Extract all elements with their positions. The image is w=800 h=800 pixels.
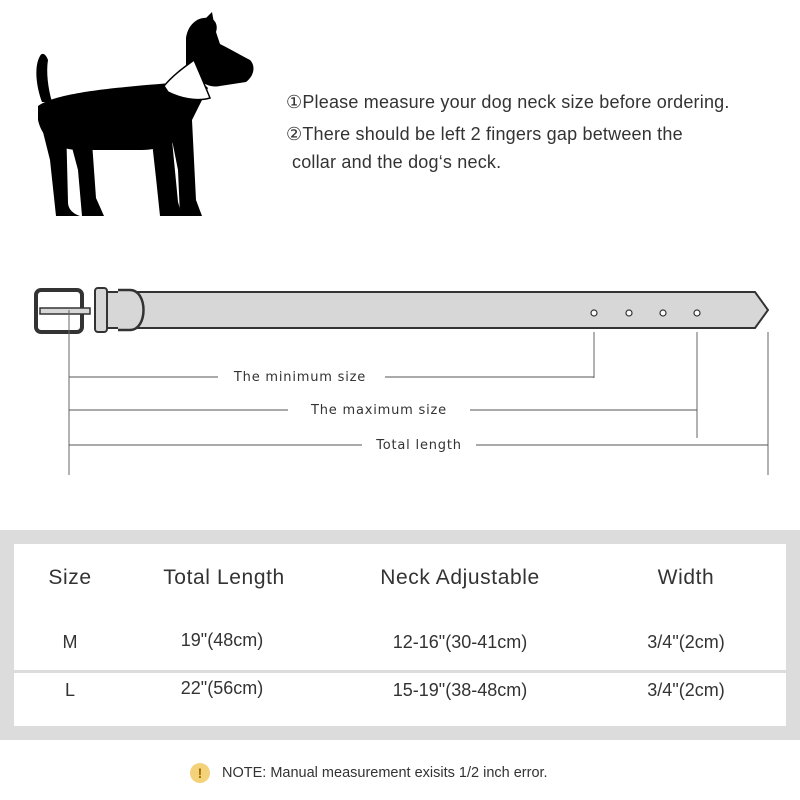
dog-silhouette-icon: [20, 10, 260, 225]
table-cell: L: [64, 680, 76, 700]
table-cell: 22"(56cm): [180, 678, 264, 698]
max-size-label: The maximum size: [311, 403, 447, 418]
header-width: Width: [657, 566, 715, 589]
table-header: [14, 544, 786, 621]
note-text: NOTE: Manual measurement exisits 1/2 inch error.: [222, 765, 548, 781]
collar-hole: [694, 310, 700, 316]
header-total-length: Total Length: [163, 566, 285, 589]
warning-icon: !: [190, 763, 210, 783]
size-table: [0, 530, 800, 740]
header-neck-adjustable: Neck Adjustable: [380, 566, 540, 589]
collar-d-ring: [118, 290, 144, 330]
instruction-line-1: ①Please measure your dog neck size before ordering.: [286, 92, 730, 112]
collar-hole: [591, 310, 597, 316]
total-length-label: Total length: [376, 438, 462, 453]
collar-hole: [626, 310, 632, 316]
min-size-label: The minimum size: [233, 370, 367, 385]
instruction-line-2: ②There should be left 2 fingers gap between the: [286, 124, 683, 144]
collar-diagram: [0, 270, 800, 490]
collar-hole: [660, 310, 666, 316]
table-cell: M: [62, 632, 78, 652]
header-size: Size: [48, 566, 92, 589]
table-cell: 3/4"(2cm): [647, 632, 725, 652]
table-cell: 3/4"(2cm): [647, 680, 725, 700]
collar-keeper: [95, 288, 107, 332]
table-cell: 12-16"(30-41cm): [392, 632, 528, 652]
table-cell: 15-19"(38-48cm): [392, 680, 528, 700]
row-divider: [14, 670, 786, 673]
instruction-line-3: collar and the dog‘s neck.: [292, 152, 502, 172]
measurement-note: [190, 762, 548, 784]
table-cell: 19"(48cm): [180, 630, 264, 650]
collar-strap: [98, 292, 768, 328]
